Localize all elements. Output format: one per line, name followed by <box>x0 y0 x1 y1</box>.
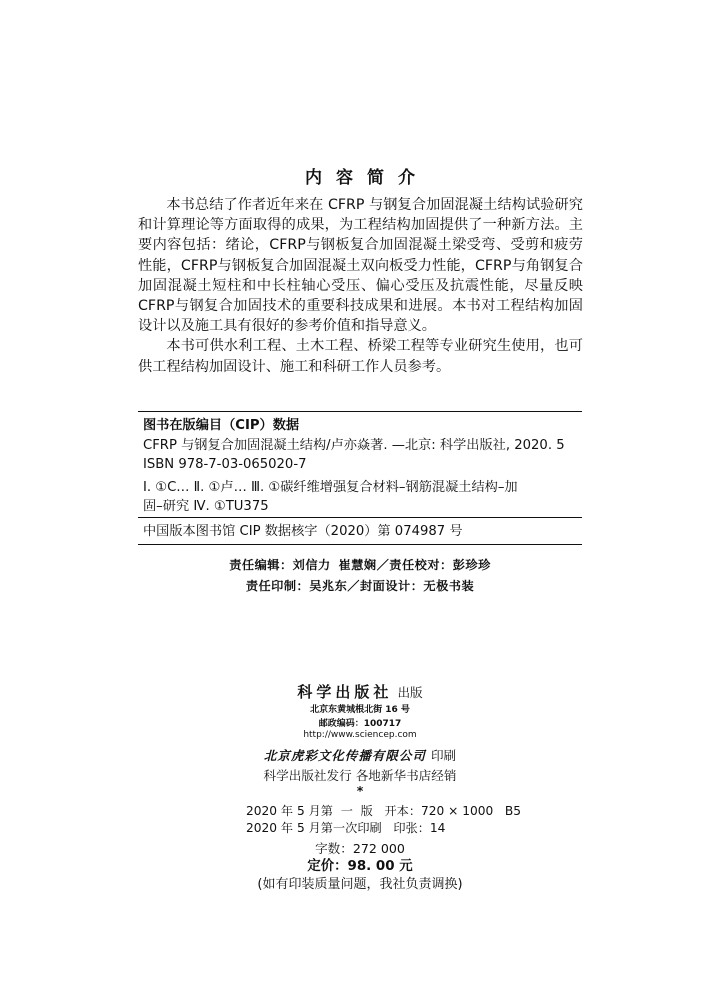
publisher-postcode: 邮政编码：100717 <box>318 719 402 729</box>
printer-suffix: 印刷 <box>430 748 457 763</box>
editors-line-1: 责任编辑：刘信力 崔慧娴／责任校对：彭珍珍 <box>229 558 491 572</box>
publisher-suffix: 出版 <box>397 685 423 700</box>
cip-bottom-rule <box>138 544 582 545</box>
cip-isbn: ISBN 978-7-03-065020-7 <box>143 457 307 472</box>
summary-body <box>138 195 583 377</box>
cip-record-number: 中国版本图书馆 CIP 数据核字（2020）第 074987 号 <box>143 524 463 539</box>
publisher-logo: 科学出版社 <box>297 683 393 701</box>
publisher-line <box>0 681 720 702</box>
cip-top-rule <box>138 411 582 412</box>
summary-paragraph-2: 本书可供水利工程、土木工程、桥梁工程等专业研究生使用，也可供工程结构加固设计、施工和科研工作人员参考。 <box>138 338 583 375</box>
summary-paragraph-1: 本书总结了作者近年来在 CFRP 与钢复合加固混凝土结构试验研究和计算理论等方面取得的成果，为工程结构加固提供了一种新方法。主要内容包括：绪论，CFRP与钢板复合加固混凝土梁受弯、受剪和疲劳性能，CFRP与钢板复合加固混凝土双向板受力性能，CFRP与角钢复合加固混凝土短柱和中长柱轴心受压、偏心受压及抗震性能，尽量反映 CFRP与钢复合加固技术的重要科技成果和进展。本书对工程结构加固设计以及施工具有很好的参考价值和指导意义。 <box>138 197 583 335</box>
cip-heading: 图书在版编目（CIP）数据 <box>143 418 300 433</box>
word-count: 字数：272 000 <box>315 841 405 856</box>
cip-middle-rule <box>138 517 582 518</box>
editors-line-2: 责任印制：吴兆东／封面设计：无极书装 <box>245 579 475 593</box>
price: 定价：98. 00 元 <box>307 859 413 874</box>
distribution-line: 科学出版社发行 各地新华书店经销 <box>263 768 457 783</box>
printer-logo: 北京虎彩文化传播有限公司 <box>263 748 426 763</box>
cip-bibliographic-line: CFRP 与钢复合加固混凝土结构/卢亦焱著. —北京: 科学出版社, 2020. 5 <box>143 438 565 453</box>
quality-note: (如有印装质量问题，我社负责调换) <box>257 877 463 892</box>
cip-classification-1: Ⅰ. ①C… Ⅱ. ①卢… Ⅲ. ①碳纤维增强复合材料–钢筋混凝土结构–加 <box>143 480 518 495</box>
summary-title: 内容简介 <box>305 168 429 188</box>
edition-spec: 2020 年 5 月第 一 版 开本：720 × 1000 B5 <box>246 804 521 818</box>
cip-classification-2: 固–研究 Ⅳ. ①TU375 <box>143 499 269 514</box>
separator-asterisk: * <box>356 783 364 798</box>
printer-line <box>0 745 720 764</box>
publisher-address: 北京东黄城根北街 16 号 <box>310 705 410 715</box>
printing-spec: 2020 年 5 月第一次印刷 印张：14 <box>246 821 446 835</box>
publisher-website: http://www.sciencep.com <box>303 730 417 740</box>
